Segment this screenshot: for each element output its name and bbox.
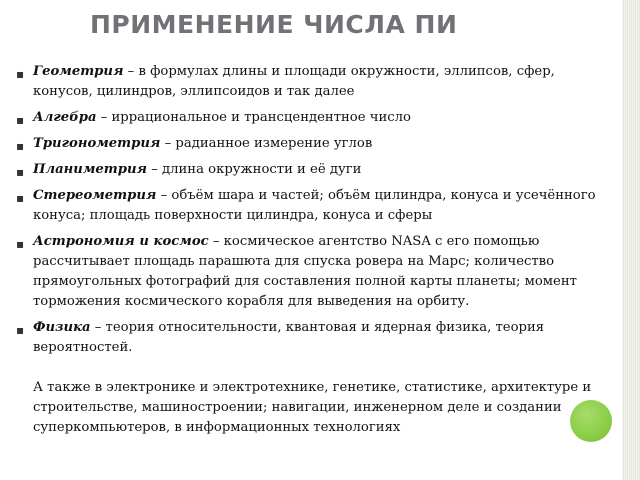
list-item	[16, 134, 606, 154]
square-bullet-icon: ▪	[16, 67, 25, 81]
list-item	[16, 108, 606, 128]
square-bullet-icon: ▪	[16, 165, 25, 179]
bullet-list	[16, 62, 606, 438]
green-circle-decoration	[570, 400, 612, 442]
square-bullet-icon: ▪	[16, 191, 25, 205]
item-term: Геометрия	[33, 64, 124, 79]
list-item	[16, 186, 606, 226]
slide-title: ПРИМЕНЕНИЕ ЧИСЛА ПИ	[90, 10, 458, 39]
item-term: Алгебра	[33, 110, 97, 125]
square-bullet-icon: ▪	[16, 323, 25, 337]
item-term: Тригонометрия	[33, 136, 161, 151]
list-item	[16, 160, 606, 180]
item-text: – иррациональное и трансцендентное число	[96, 110, 411, 125]
square-bullet-icon: ▪	[16, 113, 25, 127]
list-item	[16, 232, 606, 312]
item-text: – длина окружности и её дуги	[147, 162, 362, 177]
item-text: – космическое агентство NASA с его помощью рассчитывает площадь парашюта для спуска ровера на Марс; количество прямоугольных фотографий для составления полной карты планеты; момент торможения космического корабля для выведения на орбиту.	[33, 234, 577, 309]
item-term: Физика	[33, 320, 91, 335]
item-term: Планиметрия	[33, 162, 148, 177]
square-bullet-icon: ▪	[16, 139, 25, 153]
item-text: – объём шара и частей; объём цилиндра, конуса и усечённого конуса; площадь поверхности цилиндра, конуса и сферы	[33, 188, 596, 223]
list-item	[16, 318, 606, 358]
list-item	[16, 62, 606, 102]
square-bullet-icon: ▪	[16, 237, 25, 251]
additional-paragraph: А также в электронике и электротехнике, генетике, статистике, архитектуре и строительстве, машиностроении; навигации, инженерном деле и создании суперкомпьютеров, в информационных технологиях	[33, 380, 592, 435]
item-text: – радианное измерение углов	[160, 136, 373, 151]
slide-border-decoration	[622, 0, 640, 480]
item-text: – в формулах длины и площади окружности, эллипсов, сфер, конусов, цилиндров, эллипсоидов и так далее	[33, 64, 555, 99]
item-text: – теория относительности, квантовая и ядерная физика, теория вероятностей.	[33, 320, 545, 355]
item-term: Астрономия и космос	[33, 234, 209, 249]
item-term: Стереометрия	[33, 188, 157, 203]
